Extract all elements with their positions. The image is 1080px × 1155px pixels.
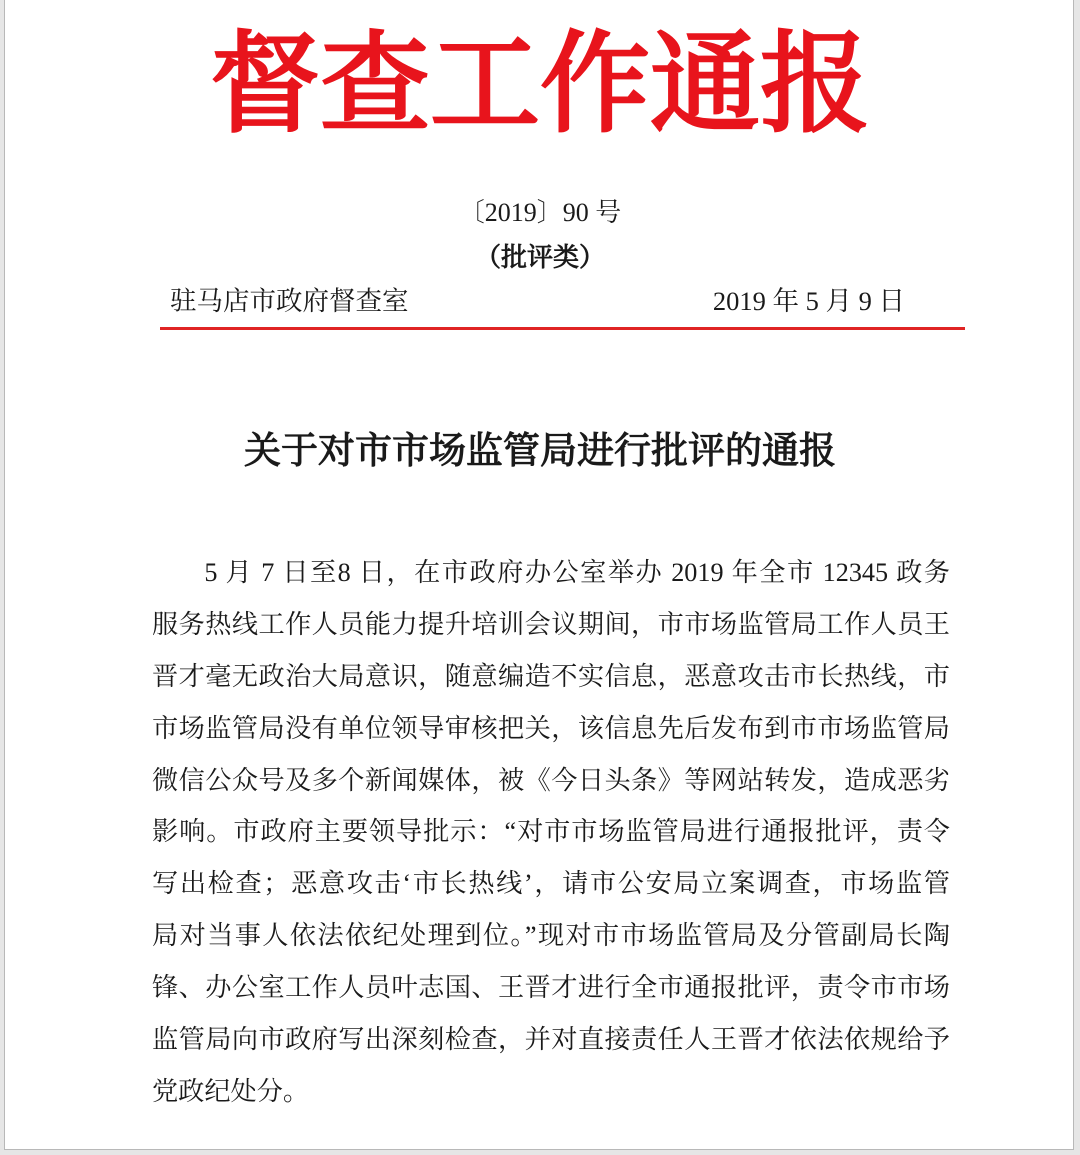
notice-category: （批评类） [474, 243, 605, 272]
document-title: 关于对市市场监管局进行批评的通报 [244, 431, 836, 472]
document-body [152, 547, 950, 1118]
body-line: 监管局向市政府写出深刻检查，并对直接责任人王晋才依法依规给予 [152, 1025, 950, 1055]
body-line: 微信公众号及多个新闻媒体，被《今日头条》等网站转发，造成恶劣 [152, 765, 950, 795]
body-line: 影响。市政府主要领导批示：“对市市场监管局进行通报批评，责令 [152, 817, 950, 847]
body-line: 服务热线工作人员能力提升培训会议期间，市市场监管局工作人员王 [152, 609, 950, 639]
issue-date: 2019 年 5 月 9 日 [712, 286, 905, 316]
body-line: 党政纪处分。 [152, 1076, 310, 1106]
body-line: 局对当事人依法依纪处理到位。”现对市市场监管局及分管副局长陶 [152, 921, 950, 951]
body-line: 锋、办公室工作人员叶志国、王晋才进行全市通报批评，责令市市场 [152, 973, 950, 1003]
banner-title: 督查工作通报 [210, 24, 870, 146]
issuing-office: 驻马店市政府督查室 [170, 286, 409, 316]
body-line: 写出检查；恶意攻击‘市长热线’，请市公安局立案调查，市场监管 [152, 869, 950, 899]
body-line: 市场监管局没有单位领导审核把关，该信息先后发布到市市场监管局 [152, 713, 950, 743]
body-line: 5 月 7 日至8 日，在市政府办公室举办 2019 年全市 12345 政务 [204, 558, 950, 587]
header-rule [160, 327, 965, 330]
body-line: 晋才毫无政治大局意识，随意编造不实信息，恶意攻击市长热线，市 [152, 661, 950, 691]
issue-number: 〔2019〕90 号 [458, 198, 622, 227]
